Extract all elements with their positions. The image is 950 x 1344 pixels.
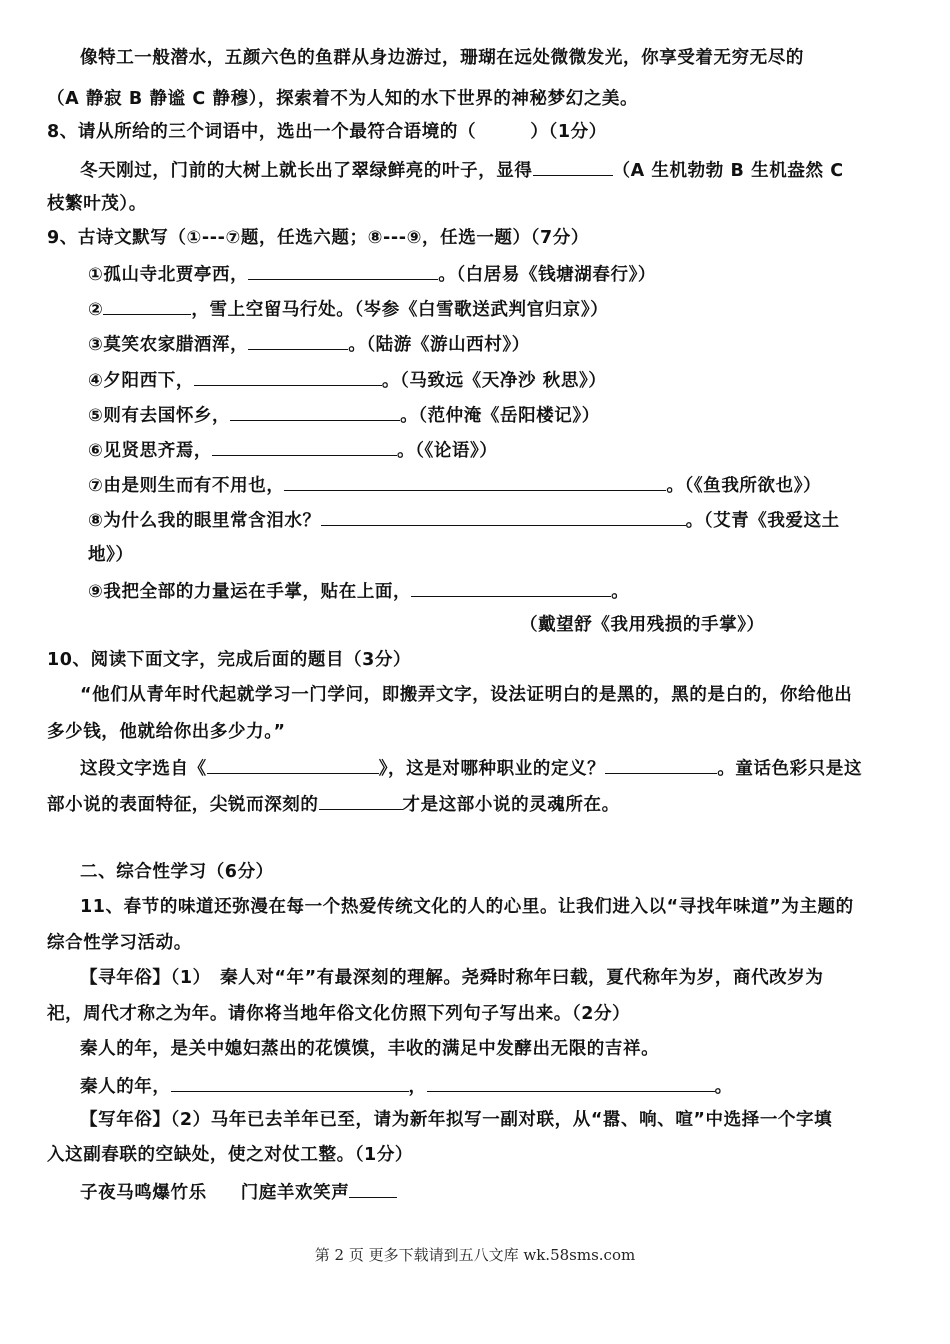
blank[interactable] [171, 1073, 409, 1092]
question-9: 9、古诗文默写（①---⑦题，任选六题；⑧---⑨，任选一题）（7分） [47, 228, 589, 248]
poem-3: ③莫笑农家腊酒浑， 。（陆游《游山西村》） [88, 331, 530, 357]
question-8-sentence: 冬天刚过，门前的大树上就长出了翠绿鲜亮的叶子，显得 （A 生机勃勃 B 生机盎然 C [80, 157, 844, 183]
poem-4: ④夕阳西下， 。（马致远《天净沙 秋思》） [88, 367, 606, 393]
question-10-prompt: 这段文字选自《 》，这是对哪种职业的定义？ 。童话色彩只是这 [80, 755, 862, 781]
blank[interactable] [194, 367, 382, 386]
poem-2: ② ，雪上空留马行处。（岑参《白雪歌送武判官归京》） [88, 296, 608, 322]
blank[interactable] [248, 331, 348, 350]
poem-9: ⑨我把全部的力量运在手掌，贴在上面， 。 [88, 578, 629, 604]
blank[interactable] [230, 402, 400, 421]
quote-line-2: 多少钱，他就给你出多少力。” [47, 722, 286, 742]
question-8: 8、请从所给的三个词语中，选出一个最符合语境的（ ）（1分） [47, 122, 607, 142]
blank[interactable] [321, 507, 686, 526]
answer-sentence: 秦人的年， ， 。 [80, 1073, 733, 1099]
blank[interactable] [427, 1073, 715, 1092]
blank[interactable] [319, 791, 403, 810]
example-sentence: 秦人的年，是关中媳妇蒸出的花馍馍，丰收的满足中发酵出无限的吉祥。 [80, 1039, 660, 1059]
line-2: （A 静寂 B 静谧 C 静穆），探索着不为人知的水下世界的神秘梦幻之美。 [47, 89, 639, 109]
poem-9-source: （戴望舒《我用残损的手掌》） [520, 615, 765, 635]
line-1: 像特工一般潜水，五颜六色的鱼群从身边游过，珊瑚在远处微微发光，你享受着无穷无尽的 [80, 48, 804, 68]
poem-8: ⑧为什么我的眼里常含泪水？ 。（艾青《我爱这土 [88, 507, 840, 533]
question-8-sentence-cont: 枝繁叶茂）。 [47, 194, 147, 214]
question-11: 11、春节的味道还弥漫在每一个热爱传统文化的人的心里。让我们进入以“寻找年味道”为主题的 [80, 897, 854, 917]
blank[interactable] [248, 261, 438, 280]
blank[interactable] [411, 578, 611, 597]
section-2-heading: 二、综合性学习（6分） [80, 862, 274, 882]
task-2: 【写年俗】（2）马年已去羊年已至，请为新年拟写一副对联，从“嚣、响、喧”中选择一个字填 [80, 1110, 833, 1130]
poem-7: ⑦由是则生而有不用也， 。（《鱼我所欲也》） [88, 472, 821, 498]
couplet: 子夜马鸣爆竹乐 门庭羊欢笑声 [80, 1179, 397, 1205]
task-2-cont: 入这副春联的空缺处，使之对仗工整。（1分） [47, 1145, 414, 1165]
blank[interactable] [207, 755, 379, 774]
poem-6: ⑥见贤思齐焉， 。（《论语》） [88, 437, 497, 463]
poem-8-cont: 地》） [88, 545, 134, 565]
poem-1: ①孤山寺北贾亭西， 。（白居易《钱塘湖春行》） [88, 261, 656, 287]
poem-5: ⑤则有去国怀乡， 。（范仲淹《岳阳楼记》） [88, 402, 600, 428]
quote-line-1: “他们从青年时代起就学习一门学问，即搬弄文字，设法证明白的是黑的，黑的是白的，你给他出 [80, 685, 853, 705]
blank[interactable] [533, 157, 613, 176]
blank[interactable] [284, 472, 666, 491]
blank[interactable] [212, 437, 397, 456]
question-10: 10、阅读下面文字，完成后面的题目（3分） [47, 650, 412, 670]
blank[interactable] [349, 1179, 397, 1198]
page-footer: 第 2 页 更多下载请到五八文库 wk.58sms.com [314, 1246, 636, 1264]
blank[interactable] [103, 296, 191, 315]
task-1-cont: 祀，周代才称之为年。请你将当地年俗文化仿照下列句子写出来。（2分） [47, 1004, 631, 1024]
task-1: 【寻年俗】（1） 秦人对“年”有最深刻的理解。尧舜时称年曰载，夏代称年为岁，商代改岁为 [80, 968, 824, 988]
blank[interactable] [605, 755, 717, 774]
question-11-cont: 综合性学习活动。 [47, 933, 192, 953]
question-10-prompt-cont: 部小说的表面特征，尖锐而深刻的 才是这部小说的灵魂所在。 [47, 791, 620, 817]
